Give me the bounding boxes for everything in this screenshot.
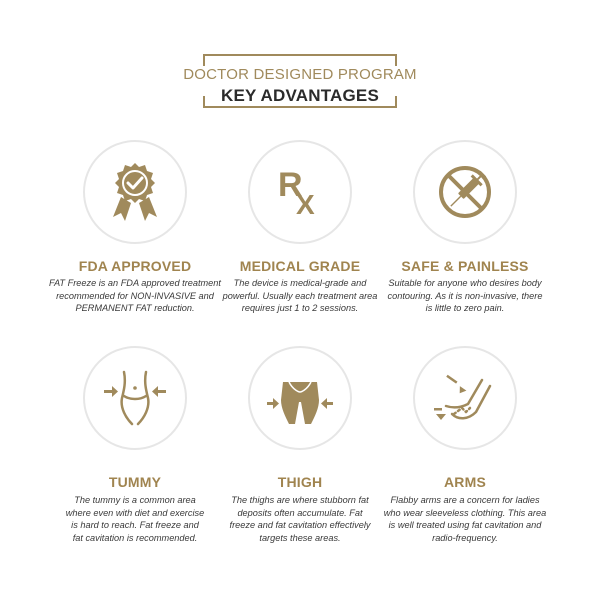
feature-card-safe-painless: [365, 140, 565, 330]
feature-icon-circle: [248, 346, 352, 450]
svg-text:R: R: [278, 166, 303, 204]
rx-icon: [272, 164, 328, 220]
no-needle-icon: [435, 162, 495, 222]
feature-description: Suitable for anyone who desires body contouring. As it is non-invasive, there is little to zero pain.: [387, 278, 543, 314]
feature-icon-circle: [413, 346, 517, 450]
feature-title: MEDICAL GRADE: [239, 258, 361, 274]
header-bracket-top: [203, 54, 397, 66]
feature-icon-circle: [248, 140, 352, 244]
feature-icon-circle: [413, 140, 517, 244]
feature-icon-circle: [83, 140, 187, 244]
award-ribbon-icon: [107, 161, 163, 223]
feature-description: Flabby arms are a concern for ladies who wear sleeveless clothing. This area is well treated using fat cavitation and radio-frequency.: [383, 495, 547, 543]
header-title: KEY ADVANTAGES: [0, 86, 600, 106]
feature-icon-circle: [83, 346, 187, 450]
feature-title: TUMMY: [108, 474, 162, 490]
feature-card-arms: [365, 346, 565, 556]
feature-title: ARMS: [443, 474, 487, 490]
thigh-icon: [265, 368, 335, 428]
feature-title: SAFE & PAINLESS: [401, 258, 529, 274]
feature-description: The thighs are where stubborn fat deposits often accumulate. Fat freeze and fat cavitation effectively targets these areas.: [229, 495, 371, 543]
tummy-icon: [100, 368, 170, 428]
arm-icon: [432, 368, 498, 428]
feature-title: FDA APPROVED: [78, 258, 192, 274]
feature-description: FAT Freeze is an FDA approved treatment recommended for NON-INVASIVE and PERMANENT FAT reduction.: [49, 278, 221, 314]
header-subtitle: DOCTOR DESIGNED PROGRAM: [0, 66, 600, 83]
feature-description: The device is medical-grade and powerful. Usually each treatment area requires just 1 to 2 sessions.: [222, 278, 378, 314]
feature-title: THIGH: [277, 474, 323, 490]
svg-text:X: X: [296, 189, 315, 220]
feature-description: The tummy is a common area where even with diet and exercise is hard to reach. Fat freeze and fat cavitation is recommended.: [65, 495, 205, 543]
